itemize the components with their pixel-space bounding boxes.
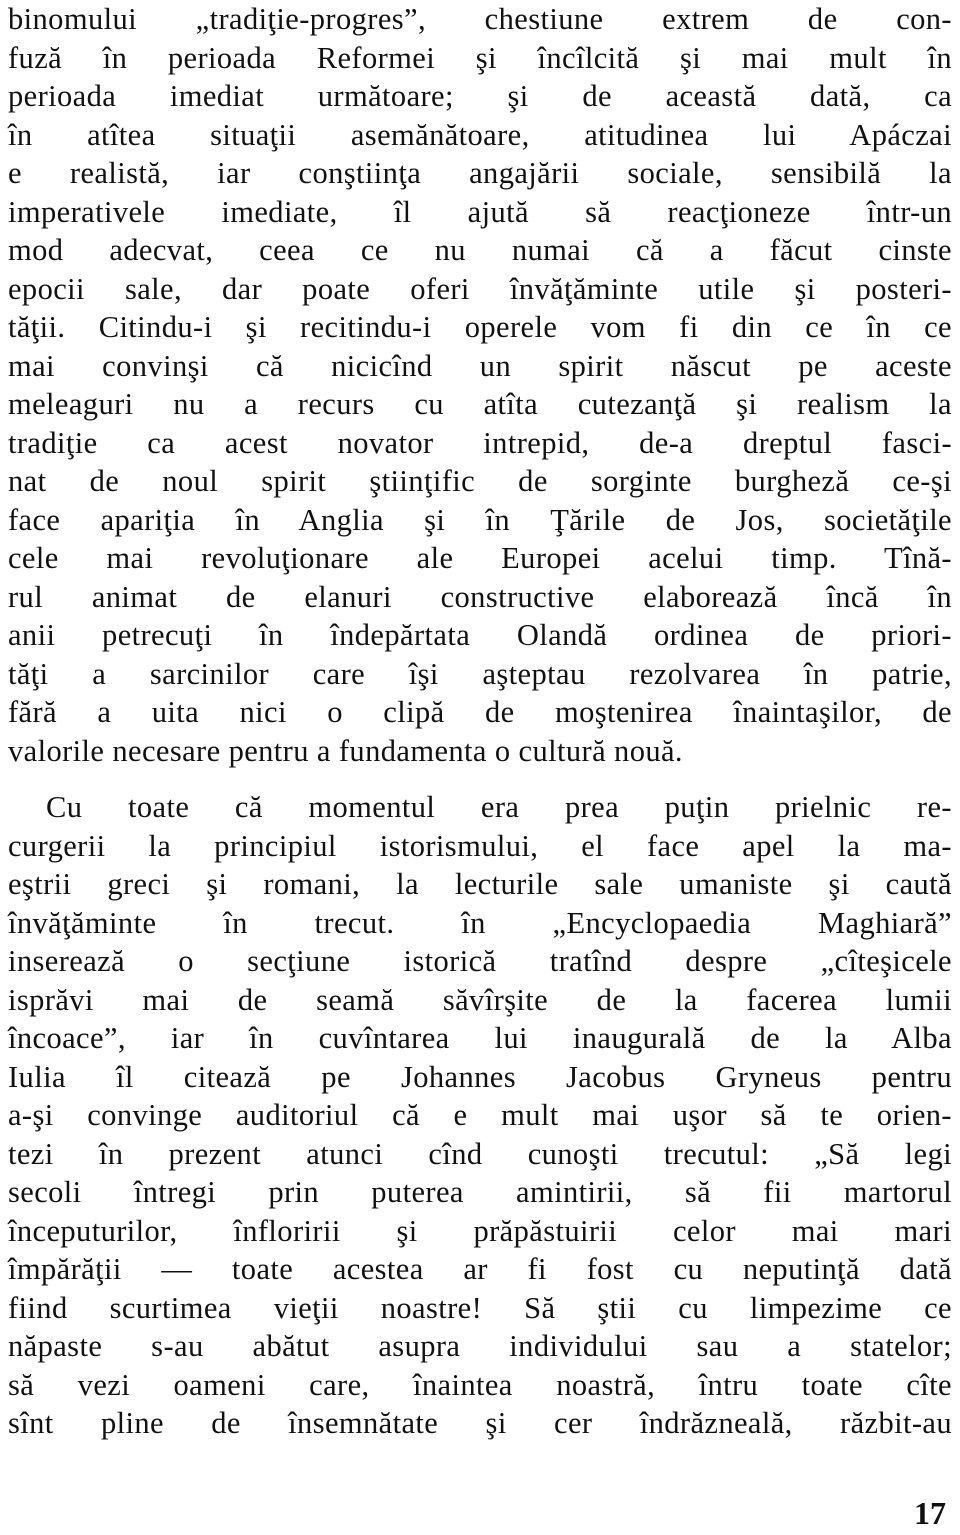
- text-line: inserează o secţiune istorică tratînd despre „cîteşicele: [8, 944, 952, 978]
- text-line: eştrii greci şi romani, la lecturile sale umaniste şi caută: [8, 867, 952, 901]
- text-line: tezi în prezent atunci cînd cunoşti trecutul: „Să legi: [8, 1136, 952, 1171]
- text-line: fiind scurtimea vieţii noastre! Să ştii cu limpezime ce: [8, 1290, 952, 1325]
- paragraph-2: [8, 788, 952, 1443]
- text-line: fuză în perioada Reformei şi încîlcită şi mai mult în: [8, 40, 952, 75]
- paragraph-1: [8, 0, 952, 770]
- text-line: binomului „tradiţie-progres”, chestiune extrem de con-: [8, 2, 952, 36]
- text-line: cele mai revoluţionare ale Europei acelui timp. Tînă-: [8, 541, 952, 575]
- page-number: 17: [914, 1495, 946, 1531]
- text-line: Cu toate că momentul era prea puţin prielnic re-: [46, 790, 952, 824]
- text-line: învăţăminte în trecut. în „Encyclopaedia Maghiară”: [8, 905, 952, 940]
- text-line: imperativele imediate, îl ajută să reacţioneze într-un: [8, 194, 952, 229]
- text-line: Iulia îl citează pe Johannes Jacobus Gryneus pentru: [8, 1059, 952, 1094]
- text-line: năpaste s-au abătut asupra individului sau a statelor;: [8, 1329, 952, 1363]
- text-line: încoace”, iar în cuvîntarea lui inaugurală de la Alba: [8, 1021, 952, 1055]
- text-line: epocii sale, dar poate oferi învăţăminte utile şi posteri-: [8, 271, 952, 306]
- text-line: începuturilor, înfloririi şi prăpăstuirii celor mai mari: [8, 1213, 952, 1248]
- text-line: meleaguri nu a recurs cu atîta cutezanţă şi realism la: [8, 387, 952, 421]
- text-line: e realistă, iar conştiinţa angajării sociale, sensibilă la: [8, 156, 952, 190]
- text-line: curgerii la principiul istorismului, el face apel la ma-: [8, 828, 952, 863]
- text-line: a-şi convinge auditoriul că e mult mai uşor să te orien-: [8, 1098, 952, 1132]
- text-line: să vezi oameni care, înaintea noastră, întru toate cîte: [8, 1367, 952, 1402]
- text-line: tăţi a sarcinilor care îşi aşteptau rezolvarea în patrie,: [8, 656, 952, 691]
- paragraph-spacer: [8, 770, 952, 788]
- text-line: mai convinşi că nicicînd un spirit născut pe aceste: [8, 348, 952, 383]
- text-line: tradiţie ca acest novator intrepid, de-a dreptul fasci-: [8, 425, 952, 460]
- text-line: nat de noul spirit ştiinţific de sorginte burgheză ce-şi: [8, 464, 952, 498]
- text-line: secoli întregi prin puterea amintirii, să fii martorul: [8, 1175, 952, 1209]
- text-line: împărăţii — toate acestea ar fi fost cu neputinţă dată: [8, 1252, 952, 1286]
- text-line: isprăvi mai de seamă săvîrşite de la facerea lumii: [8, 982, 952, 1017]
- text-line: mod adecvat, ceea ce nu numai că a făcut cinste: [8, 233, 952, 267]
- text-line: fără a uita nici o clipă de moştenirea înaintaşilor, de: [8, 695, 952, 729]
- text-line: valorile necesare pentru a fundamenta o cultură nouă.: [8, 733, 683, 768]
- text-line: anii petrecuţi în îndepărtata Olandă ordinea de priori-: [8, 618, 952, 652]
- text-line: în atîtea situaţii asemănătoare, atitudinea lui Apáczai: [8, 117, 952, 152]
- text-line: sînt pline de însemnătate şi cer îndrăzneală, răzbit-au: [8, 1406, 952, 1440]
- body-text: [8, 0, 952, 1443]
- text-line: rul animat de elanuri constructive elaborează încă în: [8, 579, 952, 614]
- text-line: tăţii. Citindu-i şi recitindu-i operele vom fi din ce în ce: [8, 310, 952, 344]
- text-line: face apariţia în Anglia şi în Ţările de Jos, societăţile: [8, 502, 952, 537]
- text-line: perioada imediat următoare; şi de această dată, ca: [8, 79, 952, 113]
